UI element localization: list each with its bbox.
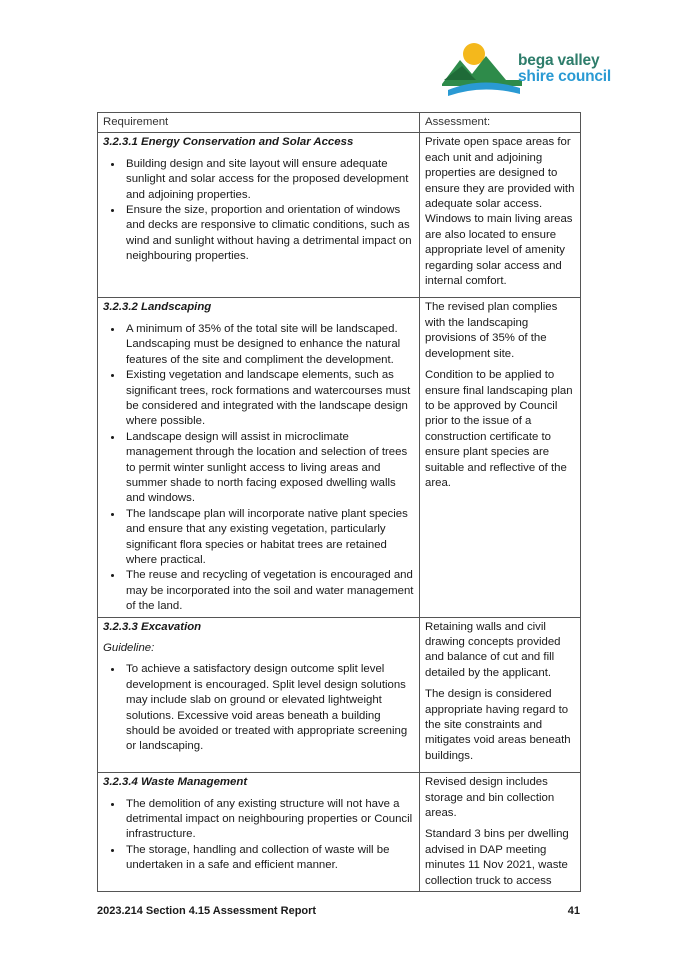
requirement-list xyxy=(103,157,415,265)
list-item: • The landscape plan will incorporate native plant species and ensure that any existing vegetation, particularly significant flora species or habitat trees are retained where practical. xyxy=(123,507,415,569)
header-assessment: Assessment: xyxy=(420,113,581,133)
requirement-list xyxy=(103,797,415,874)
assessment-text: The design is considered appropriate having regard to the site constraints and mitigates void areas beneath buildings. xyxy=(425,688,571,762)
page-number: 41 xyxy=(567,905,580,917)
assessment-text: The revised plan complies with the landscaping provisions of 35% of the development site. xyxy=(425,301,558,360)
list-item: • Building design and site layout will ensure adequate sunlight and solar access for the proposed development and adjoining properties. xyxy=(123,157,415,203)
assessment-table xyxy=(97,112,581,892)
header-requirement: Requirement xyxy=(98,113,420,133)
section-title: 3.2.3.2 Landscaping xyxy=(103,301,212,314)
requirement-cell xyxy=(98,133,420,298)
list-item: • The storage, handling and collection of waste will be undertaken in a safe and efficient manner. xyxy=(123,843,415,874)
table-header-row xyxy=(98,113,581,133)
table-row xyxy=(98,133,581,298)
council-logo xyxy=(442,40,632,102)
assessment-cell xyxy=(420,773,581,892)
list-item: • Landscape design will assist in microclimate management through the location and selection of trees to permit winter sunlight access to living areas and summer shade to north facing exposed dwelling walls and windows. xyxy=(123,430,415,507)
list-item: • To achieve a satisfactory design outcome split level development is encouraged. Split level design solutions may include slab on ground or elevated lightweight solutions. Excessive void areas beneath a building should be avoided or treated with appropriate screening or landscaping. xyxy=(123,662,415,754)
guideline-label: Guideline: xyxy=(103,642,155,654)
assessment-text: Condition to be applied to ensure final landscaping plan to be approved by Council prior to the issue of a construction certificate to ensure plant species are suitable and reflective of the area. xyxy=(425,369,573,489)
requirement-list xyxy=(103,662,415,754)
council-logo-wordmark xyxy=(518,53,611,85)
requirement-cell xyxy=(98,773,420,892)
council-logo-icon xyxy=(442,40,522,102)
list-item: • The demolition of any existing structure will not have a detrimental impact on neighbouring properties or Council infrastructure. xyxy=(123,797,415,843)
list-item: • Ensure the size, proportion and orientation of windows and decks are responsive to climatic conditions, such as wind and sunlight without having a detrimental impact on neighbouring properties. xyxy=(123,203,415,265)
assessment-cell xyxy=(420,133,581,298)
logo-line-2: shire council xyxy=(518,68,612,85)
assessment-cell xyxy=(420,298,581,617)
requirement-list xyxy=(103,322,415,615)
list-item: • Existing vegetation and landscape elements, such as significant trees, rock formations and watercourses must be considered and integrated with the landscape design where possible. xyxy=(123,368,415,430)
logo-line-1: bega valley xyxy=(518,52,600,69)
requirement-cell xyxy=(98,617,420,773)
assessment-text: Retaining walls and civil drawing concepts provided and balance of cut and fill detailed by the applicant. xyxy=(425,620,561,679)
assessment-cell xyxy=(420,617,581,773)
assessment-text: Revised design includes storage and bin collection areas. xyxy=(425,776,555,820)
section-title: 3.2.3.3 Excavation xyxy=(103,620,202,633)
table-row xyxy=(98,298,581,617)
table-row xyxy=(98,617,581,773)
table-row xyxy=(98,773,581,892)
assessment-text: Private open space areas for each unit and adjoining properties are designed to ensure they are provided with adequate solar access. Windows to main living areas are also located to ensure appropriate level of amenity regarding solar access and internal comfort. xyxy=(425,136,575,288)
section-title: 3.2.3.4 Waste Management xyxy=(103,776,248,789)
list-item: • A minimum of 35% of the total site will be landscaped. Landscaping must be designed to enhance the natural features of the site and compliment the development. xyxy=(123,322,415,368)
report-reference: 2023.214 Section 4.15 Assessment Report xyxy=(97,905,317,917)
section-title: 3.2.3.1 Energy Conservation and Solar Access xyxy=(103,136,354,149)
list-item: • The reuse and recycling of vegetation is encouraged and may be incorporated into the soil and water management of the land. xyxy=(123,568,415,614)
requirement-cell xyxy=(98,298,420,617)
assessment-text: Standard 3 bins per dwelling advised in DAP meeting minutes 11 Nov 2021, waste collection truck to access xyxy=(425,828,569,887)
